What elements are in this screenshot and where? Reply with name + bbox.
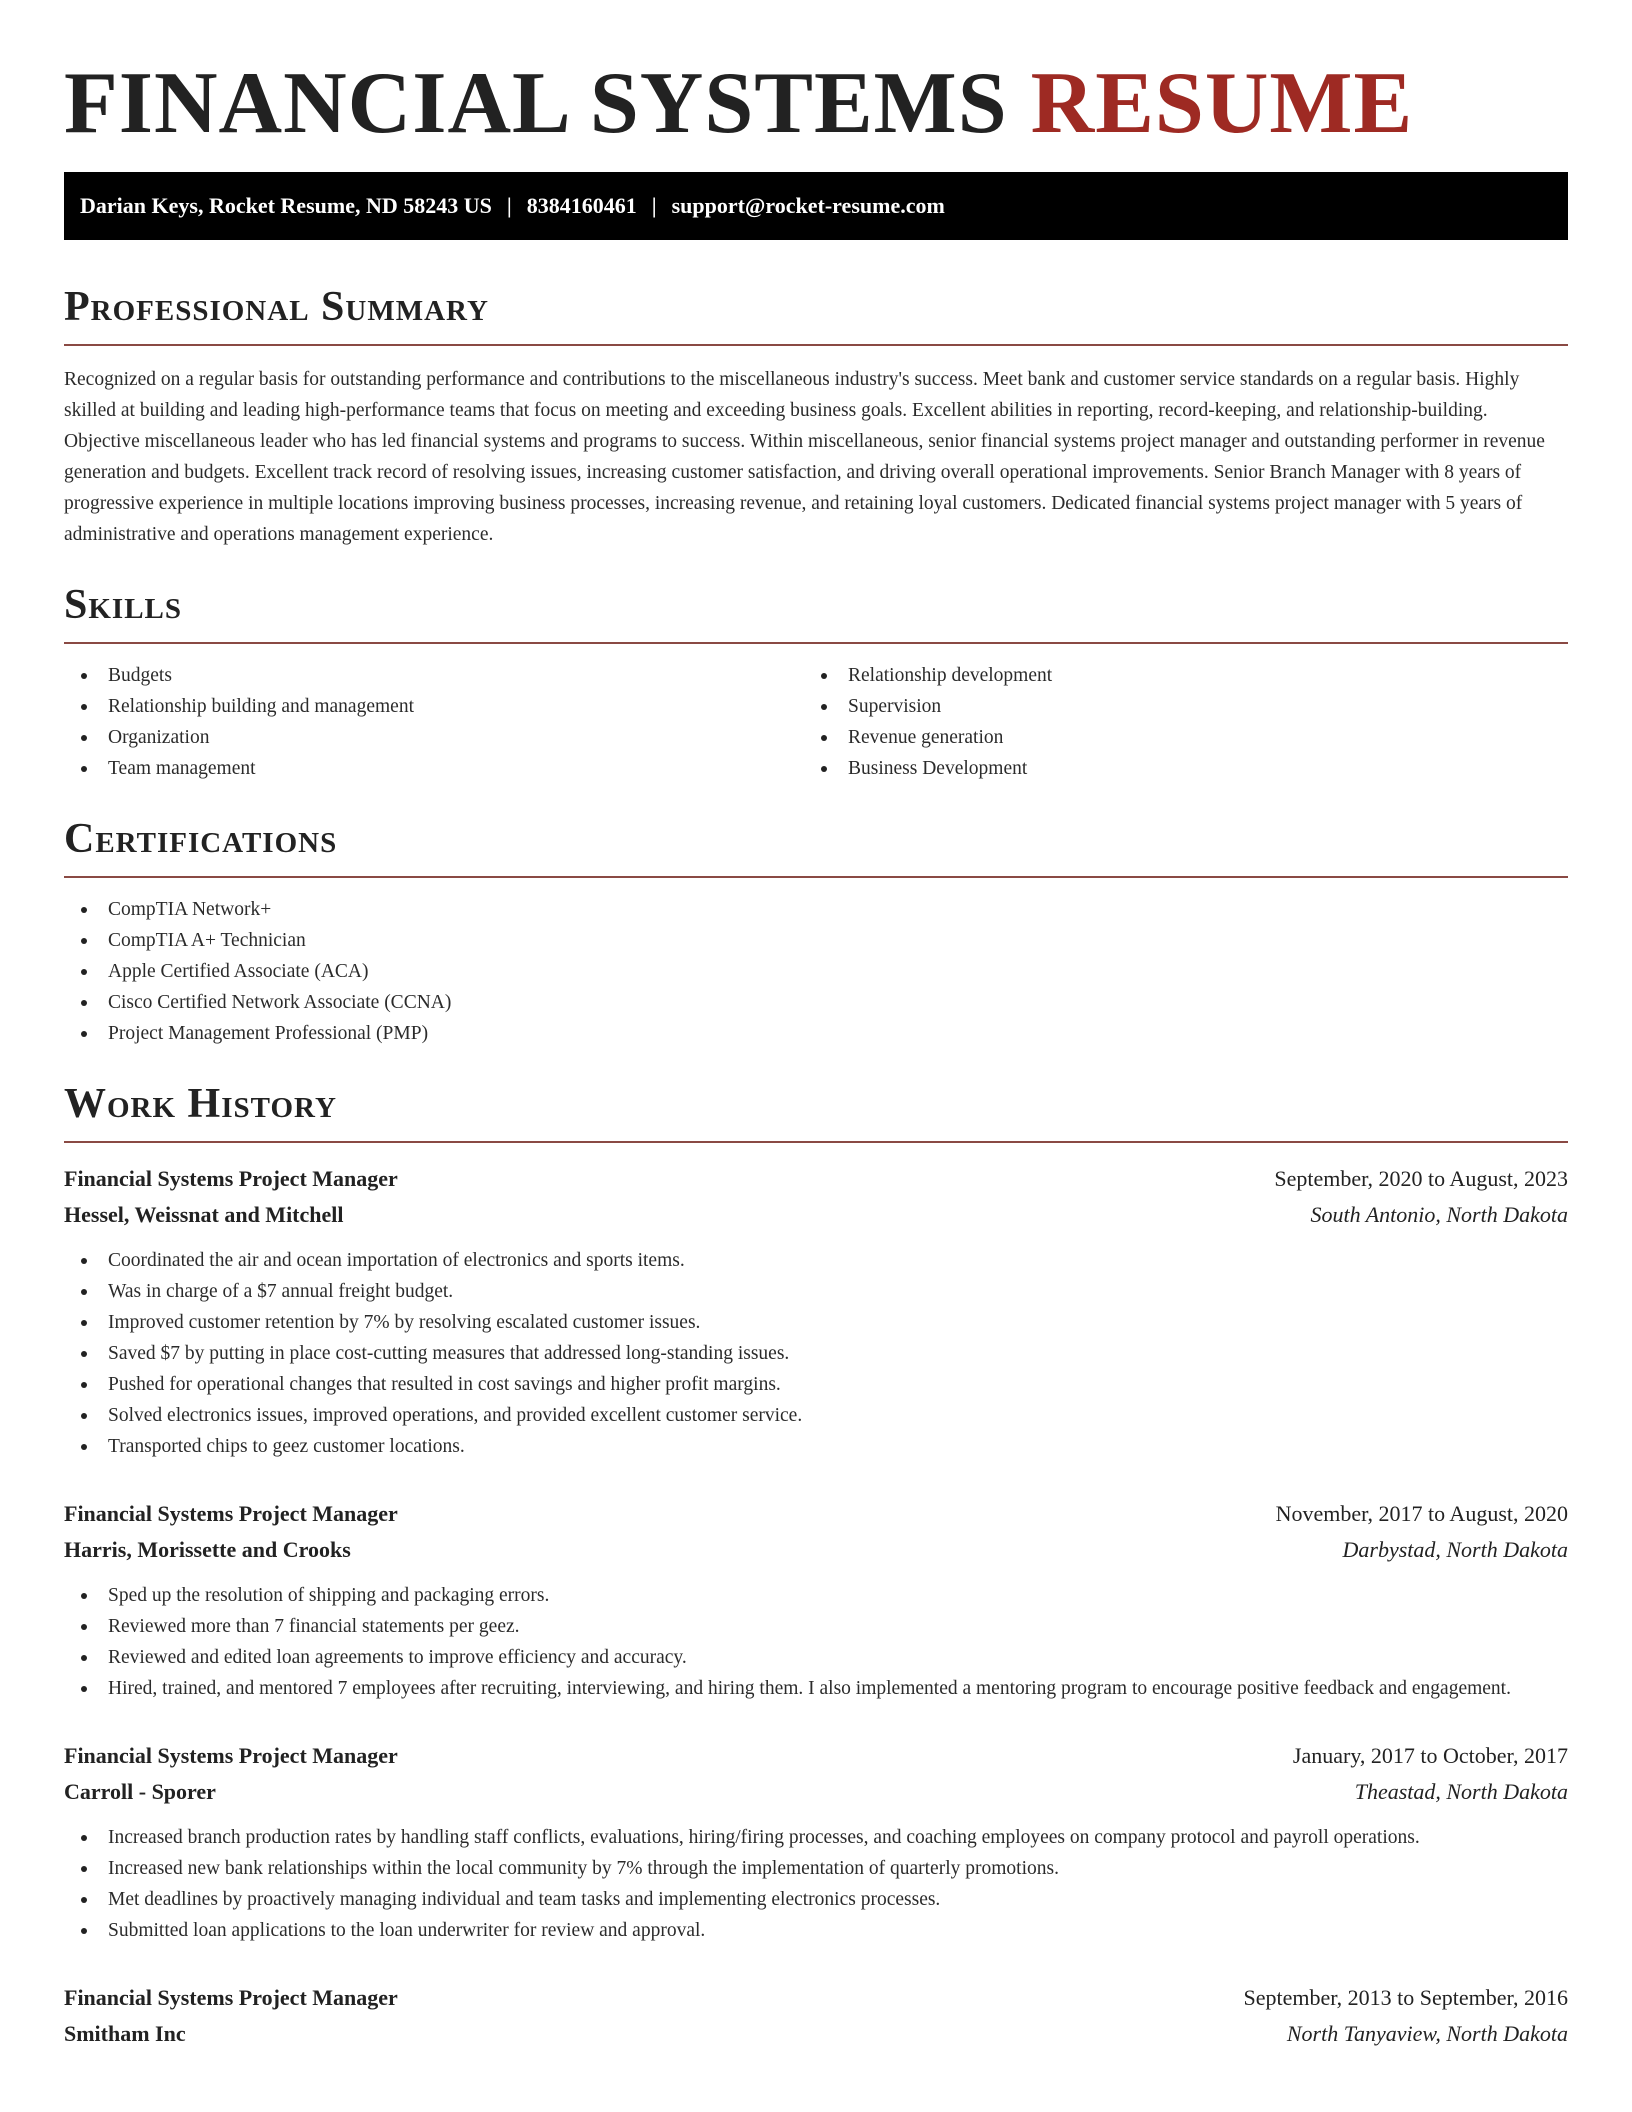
certifications-heading: Certifications — [64, 816, 338, 862]
job-title: Financial Systems Project Manager — [64, 1985, 398, 2010]
job-dates: September, 2020 to August, 2023 — [1274, 1166, 1568, 1191]
section-divider — [64, 344, 1568, 346]
certification-item: CompTIA Network+ — [64, 894, 1568, 925]
job-company: Harris, Morissette and Crooks — [64, 1537, 351, 1562]
job-title: Financial Systems Project Manager — [64, 1166, 398, 1191]
job-title: Financial Systems Project Manager — [64, 1743, 398, 1768]
job-entry — [64, 1980, 1568, 2052]
contact-phone: 8384160461 — [526, 193, 637, 218]
job-location: South Antonio, North Dakota — [1310, 1202, 1568, 1227]
job-bullet: Reviewed and edited loan agreements to improve efficiency and accuracy. — [64, 1642, 1568, 1673]
contact-address: Darian Keys, Rocket Resume, ND 58243 US — [80, 193, 492, 218]
job-dates: January, 2017 to October, 2017 — [1292, 1743, 1568, 1768]
job-dates: September, 2013 to September, 2016 — [1243, 1985, 1568, 2010]
job-bullet: Reviewed more than 7 financial statements per geez. — [64, 1611, 1568, 1642]
skill-item: Relationship building and management — [64, 691, 804, 722]
skill-item: Budgets — [64, 660, 804, 691]
job-company-row — [64, 1774, 1568, 1810]
job-header-row — [64, 1496, 1568, 1532]
skill-item: Revenue generation — [804, 722, 1544, 753]
skill-item: Organization — [64, 722, 804, 753]
certification-item: Apple Certified Associate (ACA) — [64, 956, 1568, 987]
skills-list-right — [804, 660, 1544, 784]
skill-item: Supervision — [804, 691, 1544, 722]
contact-bar — [64, 172, 1568, 240]
job-company-row — [64, 1532, 1568, 1568]
job-bullet: Saved $7 by putting in place cost-cutting measures that addressed long-standing issues. — [64, 1338, 1568, 1369]
job-entry — [64, 1496, 1568, 1704]
job-bullet: Increased branch production rates by handling staff conflicts, evaluations, hiring/firing processes, and coaching employees on company protocol and payroll operations. — [64, 1822, 1568, 1853]
contact-separator: | — [651, 193, 657, 218]
resume-page — [64, 56, 1568, 2052]
work-history-list — [64, 1161, 1568, 2052]
job-bullet: Coordinated the air and ocean importation of electronics and sports items. — [64, 1245, 1568, 1276]
certifications-list — [64, 894, 1568, 1049]
job-bullets — [64, 1580, 1568, 1704]
job-bullets — [64, 1245, 1568, 1462]
job-location: North Tanyaview, North Dakota — [1286, 2021, 1568, 2046]
section-divider — [64, 1141, 1568, 1143]
skills-heading: Skills — [64, 582, 183, 628]
section-divider — [64, 876, 1568, 878]
job-bullet: Pushed for operational changes that resulted in cost savings and higher profit margins. — [64, 1369, 1568, 1400]
job-bullet: Solved electronics issues, improved operations, and provided excellent customer service. — [64, 1400, 1568, 1431]
job-company-row — [64, 1197, 1568, 1233]
job-bullet: Submitted loan applications to the loan underwriter for review and approval. — [64, 1915, 1568, 1946]
job-bullet: Hired, trained, and mentored 7 employees after recruiting, interviewing, and hiring them. I also implemented a mentoring program to encourage positive feedback and engagement. — [64, 1673, 1568, 1704]
certification-item: Cisco Certified Network Associate (CCNA) — [64, 987, 1568, 1018]
job-title: Financial Systems Project Manager — [64, 1501, 398, 1526]
job-location: Darbystad, North Dakota — [1342, 1537, 1568, 1562]
job-header-row — [64, 1980, 1568, 2016]
job-dates: November, 2017 to August, 2020 — [1275, 1501, 1568, 1526]
skill-item: Team management — [64, 753, 804, 784]
certification-item: CompTIA A+ Technician — [64, 925, 1568, 956]
summary-text: Recognized on a regular basis for outstanding performance and contributions to the miscellaneous industry's success. Meet bank and customer service standards on a regular basis. Highly skilled at building and leading high-performance teams that focus on meeting and exceeding business goals. Excellent abilities in reporting, record-keeping, and relationship-building. Objective miscellaneous leader who has led financial systems and programs to success. Within miscellaneous, senior financial systems project manager and outstanding performer in revenue generation and budgets. Excellent track record of resolving issues, increasing customer satisfaction, and driving overall operational improvements. Senior Branch Manager with 8 years of progressive experience in multiple locations improving business processes, increasing revenue, and retaining loyal customers. Dedicated financial systems project manager with 5 years of administrative and operations management experience. — [64, 369, 1545, 545]
work-history-heading: Work History — [64, 1081, 337, 1127]
job-company: Smitham Inc — [64, 2021, 186, 2046]
job-bullet: Improved customer retention by 7% by resolving escalated customer issues. — [64, 1307, 1568, 1338]
job-bullet: Was in charge of a $7 annual freight budget. — [64, 1276, 1568, 1307]
job-company: Carroll - Sporer — [64, 1779, 216, 1804]
summary-heading: Professional Summary — [64, 284, 489, 330]
resume-title — [64, 56, 1568, 152]
job-company-row — [64, 2016, 1568, 2052]
job-entry — [64, 1738, 1568, 1946]
skill-item: Relationship development — [804, 660, 1544, 691]
job-location: Theastad, North Dakota — [1354, 1779, 1568, 1804]
job-bullet: Increased new bank relationships within the local community by 7% through the implementation of quarterly promotions. — [64, 1853, 1568, 1884]
skills-columns — [64, 644, 1568, 784]
contact-email: support@rocket-resume.com — [671, 193, 945, 218]
contact-separator: | — [506, 193, 512, 218]
skills-list-left — [64, 660, 804, 784]
job-header-row — [64, 1738, 1568, 1774]
job-header-row — [64, 1161, 1568, 1197]
certification-item: Project Management Professional (PMP) — [64, 1018, 1568, 1049]
job-bullet: Met deadlines by proactively managing individual and team tasks and implementing electronics processes. — [64, 1884, 1568, 1915]
job-bullet: Sped up the resolution of shipping and packaging errors. — [64, 1580, 1568, 1611]
job-company: Hessel, Weissnat and Mitchell — [64, 1202, 344, 1227]
title-main: FINANCIAL SYSTEMS — [64, 55, 1031, 152]
job-entry — [64, 1161, 1568, 1462]
title-accent: RESUME — [1030, 55, 1414, 152]
skill-item: Business Development — [804, 753, 1544, 784]
job-bullet: Transported chips to geez customer locations. — [64, 1431, 1568, 1462]
job-bullets — [64, 1822, 1568, 1946]
